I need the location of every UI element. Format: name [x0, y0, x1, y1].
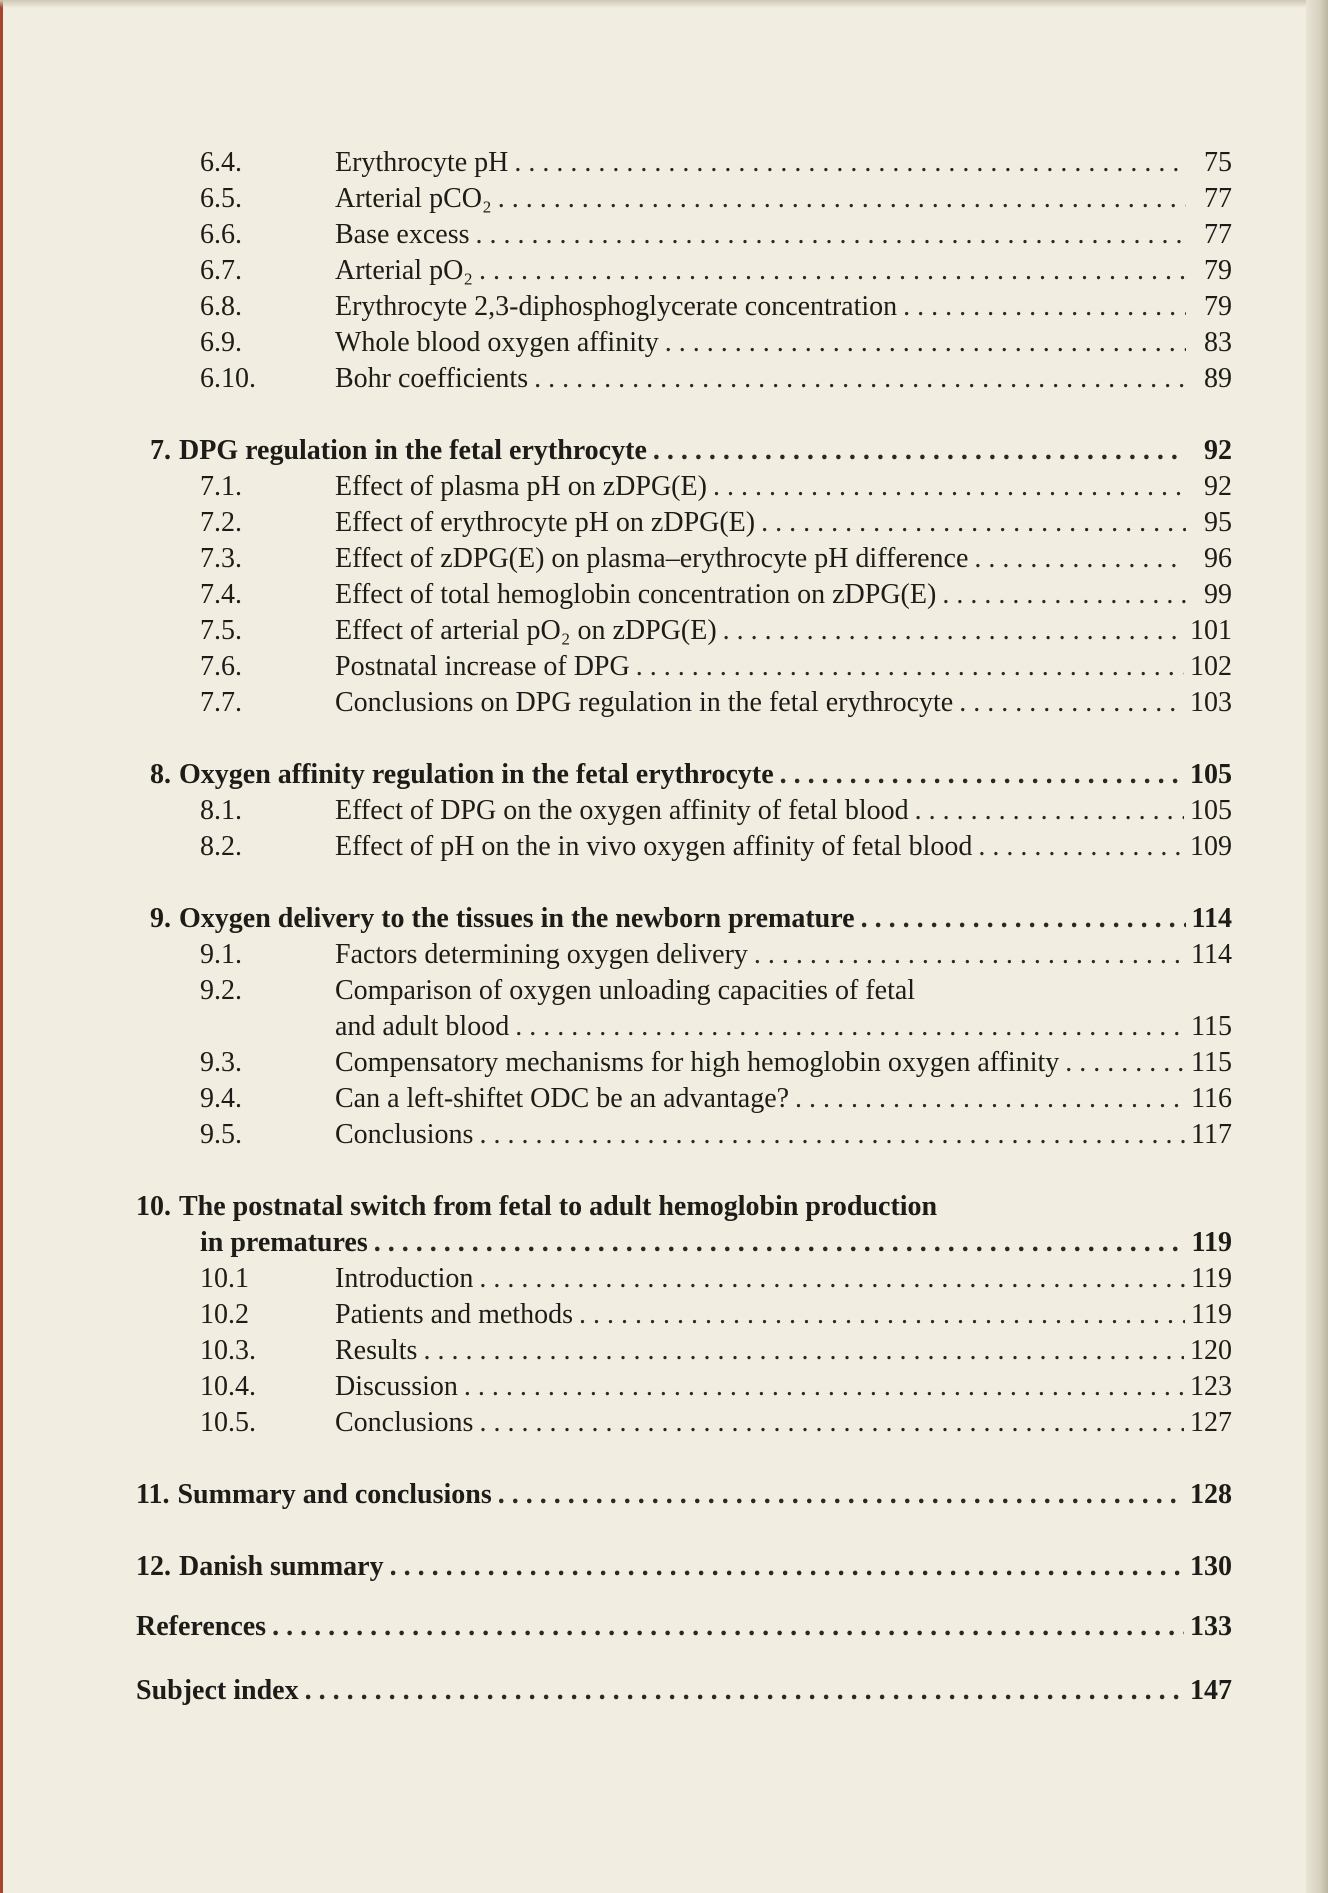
page-number: 120: [1190, 1335, 1232, 1366]
toc-entry: [150, 937, 1232, 973]
toc-chapter-10: [136, 1189, 1232, 1225]
section-title: Patients and methods: [335, 1299, 573, 1330]
page-number: 92: [1204, 471, 1232, 502]
dot-leader: [959, 685, 1184, 721]
toc-entry: [150, 1369, 1232, 1405]
table-of-contents: [136, 145, 1232, 1709]
toc-subject-index: [136, 1673, 1232, 1709]
section-number: 10.3.: [200, 1335, 256, 1366]
section-number: 8.2.: [200, 831, 242, 862]
dot-leader: [713, 469, 1186, 505]
section-title: Conclusions: [335, 1119, 474, 1150]
page-number: 77: [1204, 219, 1232, 250]
toc-entry: [150, 217, 1232, 253]
section-number: 7.3.: [200, 543, 242, 574]
dot-leader: [479, 1261, 1185, 1297]
section-title: Compensatory mechanisms for high hemoglobin oxygen affinity: [335, 1047, 1060, 1078]
references-title: References: [136, 1611, 267, 1642]
toc-entry: [150, 613, 1232, 649]
section-title: Erythrocyte pH: [335, 147, 509, 178]
section-title: Effect of pH on the in vivo oxygen affinity of fetal blood: [335, 831, 973, 862]
dot-leader: [479, 1405, 1184, 1441]
chapter-title: Oxygen delivery to the tissues in the newborn premature: [179, 903, 855, 934]
dot-leader: [754, 937, 1185, 973]
spacer: [150, 865, 1232, 901]
page-number: 133: [1190, 1611, 1232, 1642]
spacer: [150, 1645, 1232, 1673]
dot-leader: [498, 1477, 1184, 1513]
dot-leader: [978, 829, 1184, 865]
toc-entry: [150, 253, 1232, 289]
section-title: Effect of arterial pO₂ on zDPG(E): [335, 615, 717, 646]
dot-leader: [636, 649, 1184, 685]
section-number: 7.1.: [200, 471, 242, 502]
section-title: Arterial pCO₂: [335, 183, 492, 214]
spacer: [150, 1513, 1232, 1549]
dot-leader: [476, 217, 1186, 253]
dot-leader: [723, 613, 1184, 649]
section-title: Bohr coefficients: [335, 363, 529, 394]
chapter-number: 8.: [150, 759, 171, 790]
dot-leader: [761, 505, 1186, 541]
dot-leader: [374, 1225, 1186, 1261]
page-edge-red: [0, 0, 3, 1893]
section-7-entries: [150, 469, 1232, 721]
section-9-entries-a: [150, 937, 1232, 973]
page-number: 95: [1204, 507, 1232, 538]
page-number: 103: [1190, 687, 1232, 718]
chapter-title: Oxygen affinity regulation in the fetal erythrocyte: [179, 759, 774, 790]
dot-leader: [498, 181, 1186, 217]
chapter-title: Summary and conclusions: [177, 1479, 492, 1510]
page-number: 116: [1191, 1083, 1232, 1114]
page-number: 96: [1204, 543, 1232, 574]
toc-chapter-7: [150, 433, 1232, 469]
page-number: 79: [1204, 255, 1232, 286]
section-title: Effect of plasma pH on zDPG(E): [335, 471, 707, 502]
page-number: 92: [1204, 435, 1232, 466]
dot-leader: [653, 433, 1186, 469]
dot-leader: [479, 1117, 1185, 1153]
dot-leader: [514, 145, 1186, 181]
chapter-title: DPG regulation in the fetal erythrocyte: [179, 435, 647, 466]
dot-leader: [974, 541, 1186, 577]
page-edge-right-shadow: [1306, 0, 1328, 1893]
toc-entry-9-2: [150, 973, 1232, 1009]
section-title: Results: [335, 1335, 418, 1366]
spacer: [150, 397, 1232, 433]
section-number: 9.1.: [200, 939, 242, 970]
dot-leader: [915, 793, 1184, 829]
page-number: 75: [1204, 147, 1232, 178]
section-title: Whole blood oxygen affinity: [335, 327, 659, 358]
spacer: [150, 1441, 1232, 1477]
section-number: 7.5.: [200, 615, 242, 646]
section-title: Factors determining oxygen delivery: [335, 939, 748, 970]
toc-entry: [150, 793, 1232, 829]
page-number: 99: [1204, 579, 1232, 610]
page-number: 101: [1190, 615, 1232, 646]
toc-entry: [150, 829, 1232, 865]
section-number: 6.8.: [200, 291, 242, 322]
section-title-line-2: and adult blood: [335, 1011, 510, 1042]
toc-chapter-11: [136, 1477, 1232, 1513]
page-number: 102: [1190, 651, 1232, 682]
section-title: Introduction: [335, 1263, 474, 1294]
section-number: 9.3.: [200, 1047, 242, 1078]
section-title: Conclusions on DPG regulation in the fetal erythrocyte: [335, 687, 954, 718]
page-number: 83: [1204, 327, 1232, 358]
toc-references: [136, 1609, 1232, 1645]
toc-chapter-8: [150, 757, 1232, 793]
chapter-number: 10.: [136, 1191, 171, 1222]
dot-leader: [305, 1673, 1184, 1709]
dot-leader: [390, 1549, 1184, 1585]
section-number: 7.4.: [200, 579, 242, 610]
toc-entry: [150, 1297, 1232, 1333]
toc-entry: [150, 361, 1232, 397]
dot-leader: [795, 1081, 1185, 1117]
toc-chapter-9: [150, 901, 1232, 937]
toc-entry-9-2-cont: [150, 1009, 1232, 1045]
page-number: 115: [1191, 1047, 1232, 1078]
page-number: 114: [1191, 939, 1232, 970]
page-number: 127: [1190, 1407, 1232, 1438]
toc-entry: [150, 1333, 1232, 1369]
section-number: 9.5.: [200, 1119, 242, 1150]
page-number: 105: [1190, 795, 1232, 826]
page-edge-top-shadow: [0, 0, 1328, 8]
section-title: Conclusions: [335, 1407, 474, 1438]
section-title: Effect of erythrocyte pH on zDPG(E): [335, 507, 756, 538]
chapter-number: 12.: [136, 1551, 171, 1582]
toc-entry: [150, 1117, 1232, 1153]
section-title: Erythrocyte 2,3-diphosphoglycerate concentration: [335, 291, 898, 322]
chapter-title: Danish summary: [179, 1551, 384, 1582]
toc-entry: [150, 469, 1232, 505]
toc-entry: [150, 1045, 1232, 1081]
dot-leader: [464, 1369, 1184, 1405]
dot-leader: [534, 361, 1186, 397]
section-number: 6.7.: [200, 255, 242, 286]
dot-leader: [272, 1609, 1184, 1645]
toc-entry: [150, 181, 1232, 217]
toc-entry: [150, 685, 1232, 721]
section-8-entries: [150, 793, 1232, 865]
section-number: 6.9.: [200, 327, 242, 358]
toc-entry: [150, 1081, 1232, 1117]
section-number: 10.1: [200, 1263, 249, 1294]
page-number: 119: [1191, 1227, 1232, 1258]
section-number: 7.6.: [200, 651, 242, 682]
page-number: 114: [1191, 903, 1232, 934]
section-number: 9.4.: [200, 1083, 242, 1114]
toc-entry: [150, 541, 1232, 577]
section-title: Postnatal increase of DPG: [335, 651, 630, 682]
dot-leader: [579, 1297, 1185, 1333]
page-number: 89: [1204, 363, 1232, 394]
section-number: 6.4.: [200, 147, 242, 178]
dot-leader: [665, 325, 1186, 361]
section-title: Effect of zDPG(E) on plasma–erythrocyte pH difference: [335, 543, 969, 574]
page-number: 147: [1190, 1675, 1232, 1706]
page-number: 117: [1191, 1119, 1232, 1150]
section-title: Arterial pO₂: [335, 255, 474, 286]
dot-leader: [942, 577, 1186, 613]
section-number: 6.5.: [200, 183, 242, 214]
section-title: Discussion: [335, 1371, 458, 1402]
page-number: 77: [1204, 183, 1232, 214]
spacer: [150, 1585, 1232, 1609]
section-title: Effect of total hemoglobin concentration on zDPG(E): [335, 579, 937, 610]
page-number: 105: [1190, 759, 1232, 790]
toc-entry: [150, 145, 1232, 181]
page-number: 79: [1204, 291, 1232, 322]
toc-entry: [150, 1405, 1232, 1441]
section-number: 6.6.: [200, 219, 242, 250]
chapter-number: 11.: [136, 1479, 170, 1510]
dot-leader: [780, 757, 1184, 793]
chapter-number: 9.: [150, 903, 171, 934]
toc-entry: [150, 649, 1232, 685]
section-number: 9.2.: [200, 975, 242, 1006]
toc-chapter-12: [136, 1549, 1232, 1585]
section-number: 7.7.: [200, 687, 242, 718]
section-title-line-1: Comparison of oxygen unloading capacities of fetal: [335, 975, 916, 1006]
section-title: Base excess: [335, 219, 470, 250]
section-number: 10.4.: [200, 1371, 256, 1402]
dot-leader: [479, 253, 1186, 289]
section-number: 10.5.: [200, 1407, 256, 1438]
chapter-title-line-1: The postnatal switch from fetal to adult hemoglobin production: [179, 1191, 938, 1222]
page-number: 128: [1190, 1479, 1232, 1510]
page-number: 109: [1190, 831, 1232, 862]
dot-leader: [515, 1009, 1185, 1045]
page-number: 115: [1191, 1011, 1232, 1042]
page-number: 119: [1191, 1299, 1232, 1330]
page-number: 130: [1190, 1551, 1232, 1582]
section-number: 6.10.: [200, 363, 256, 394]
section-10-entries: [150, 1261, 1232, 1441]
toc-entry: [150, 289, 1232, 325]
spacer: [150, 1153, 1232, 1189]
page-number: 123: [1190, 1371, 1232, 1402]
toc-entry: [150, 1261, 1232, 1297]
dot-leader: [903, 289, 1186, 325]
section-6-entries: [150, 145, 1232, 397]
dot-leader: [861, 901, 1186, 937]
toc-chapter-10-cont: [150, 1225, 1232, 1261]
section-title: Can a left-shiftet ODC be an advantage?: [335, 1083, 790, 1114]
spacer: [150, 721, 1232, 757]
section-number: 7.2.: [200, 507, 242, 538]
section-number: 10.2: [200, 1299, 249, 1330]
section-number: 8.1.: [200, 795, 242, 826]
dot-leader: [423, 1333, 1184, 1369]
chapter-title-line-2: in prematures: [200, 1227, 368, 1258]
subject-index-title: Subject index: [136, 1675, 299, 1706]
dot-leader: [1065, 1045, 1185, 1081]
toc-entry: [150, 325, 1232, 361]
section-9-entries-b: [150, 1045, 1232, 1153]
section-title: Effect of DPG on the oxygen affinity of fetal blood: [335, 795, 909, 826]
chapter-number: 7.: [150, 435, 171, 466]
toc-entry: [150, 577, 1232, 613]
toc-entry: [150, 505, 1232, 541]
page-number: 119: [1191, 1263, 1232, 1294]
